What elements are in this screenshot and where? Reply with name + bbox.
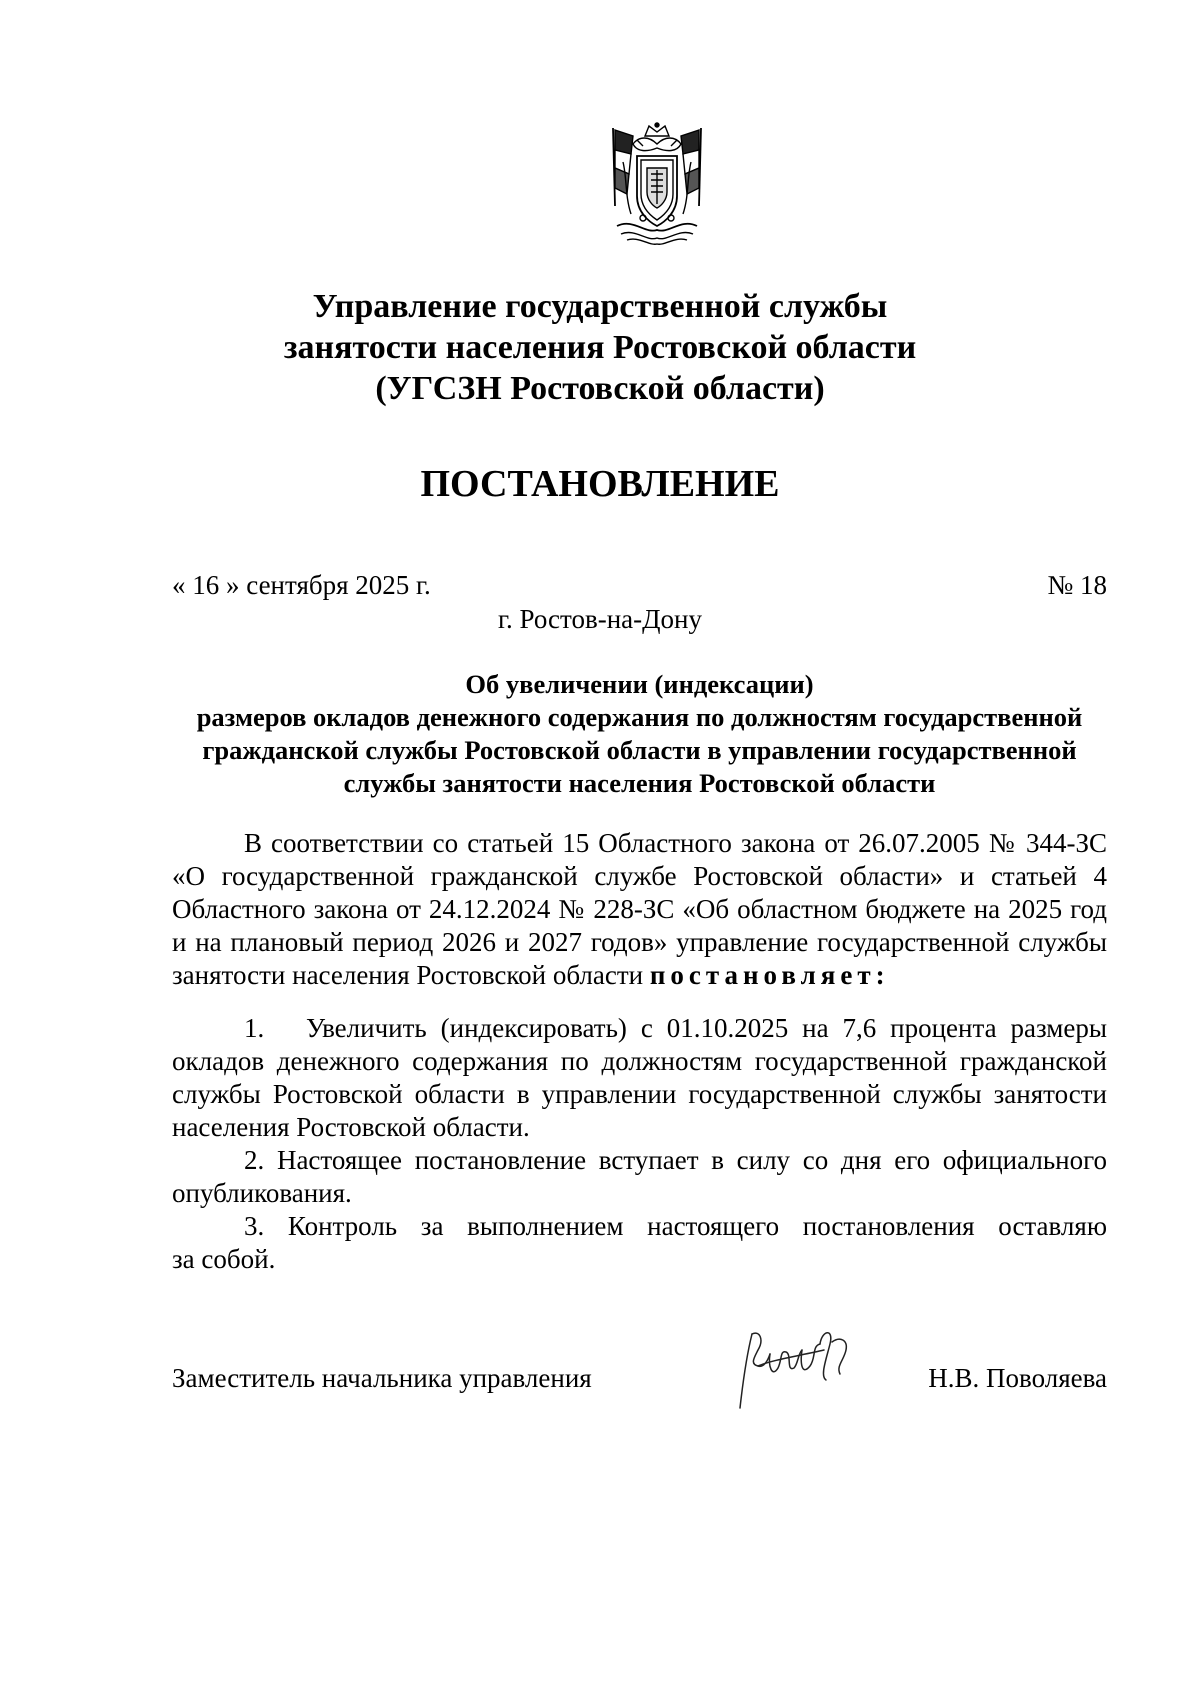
item-2-paragraph <box>172 1144 1107 1210</box>
preamble-line: В соответствии со статьей 15 Областного закона от 26.07.2005 № 344-ЗС <box>244 828 1107 858</box>
document-type-heading: ПОСТАНОВЛЕНИЕ <box>420 463 780 505</box>
preamble-paragraph <box>172 827 1107 992</box>
document-number: № 18 <box>1047 570 1107 600</box>
handwritten-signature-icon <box>728 1320 858 1412</box>
item-1-number: 1. <box>244 1013 265 1043</box>
resolution-keyword: постановляет: <box>649 960 890 990</box>
subject-line: службы занятости населения Ростовской области <box>343 768 936 798</box>
document-subject <box>172 668 1107 800</box>
item-2-line: опубликования. <box>172 1178 352 1208</box>
item-1-paragraph <box>172 1012 1107 1144</box>
organization-title <box>200 286 1000 409</box>
document-city: г. Ростов-на-Дону <box>497 604 702 634</box>
subject-line: гражданской службы Ростовской области в управлении государственной <box>202 735 1077 765</box>
org-title-line: занятости населения Ростовской области <box>283 329 917 366</box>
item-3-line: 3. Контроль за выполнением настоящего постановления оставляю <box>244 1211 1107 1241</box>
org-title-line: Управление государственной службы <box>312 288 888 325</box>
signer-position: Заместитель начальника управления <box>172 1363 592 1393</box>
org-title-line: (УГСЗН Ростовской области) <box>375 370 825 407</box>
preamble-line-text: занятости населения Ростовской области <box>172 960 650 990</box>
item-1-first-line <box>172 1012 1107 1045</box>
item-1-line: Увеличить (индексировать) с 01.10.2025 на 7,6 процента размеры <box>306 1013 1107 1043</box>
signature-block <box>172 1362 1107 1402</box>
preamble-line: Областного закона от 24.12.2024 № 228-ЗС «Об областном бюджете на 2025 год <box>172 894 1107 924</box>
subject-line: Об увеличении (индексации) <box>465 669 814 699</box>
item-3-paragraph <box>172 1210 1107 1276</box>
item-1-line: населения Ростовской области. <box>172 1112 530 1142</box>
document-date: « 16 » сентября 2025 г. <box>172 570 431 600</box>
item-1-line: службы Ростовской области в управлении государственной службы занятости <box>172 1079 1107 1109</box>
item-3-line: за собой. <box>172 1244 276 1274</box>
item-1-line: окладов денежного содержания по должностям государственной гражданской <box>172 1046 1107 1076</box>
preamble-line: и на плановый период 2026 и 2027 годов» управление государственной службы <box>172 927 1107 957</box>
preamble-line: «О государственной гражданской службе Ростовской области» и статьей 4 <box>172 861 1107 891</box>
subject-line: размеров окладов денежного содержания по должностям государственной <box>196 702 1083 732</box>
signer-name: Н.В. Поволяева <box>928 1363 1107 1393</box>
coat-of-arms-icon <box>603 122 711 248</box>
preamble-line-last <box>172 959 1107 992</box>
item-2-line: 2. Настоящее постановление вступает в силу со дня его официального <box>244 1145 1107 1175</box>
